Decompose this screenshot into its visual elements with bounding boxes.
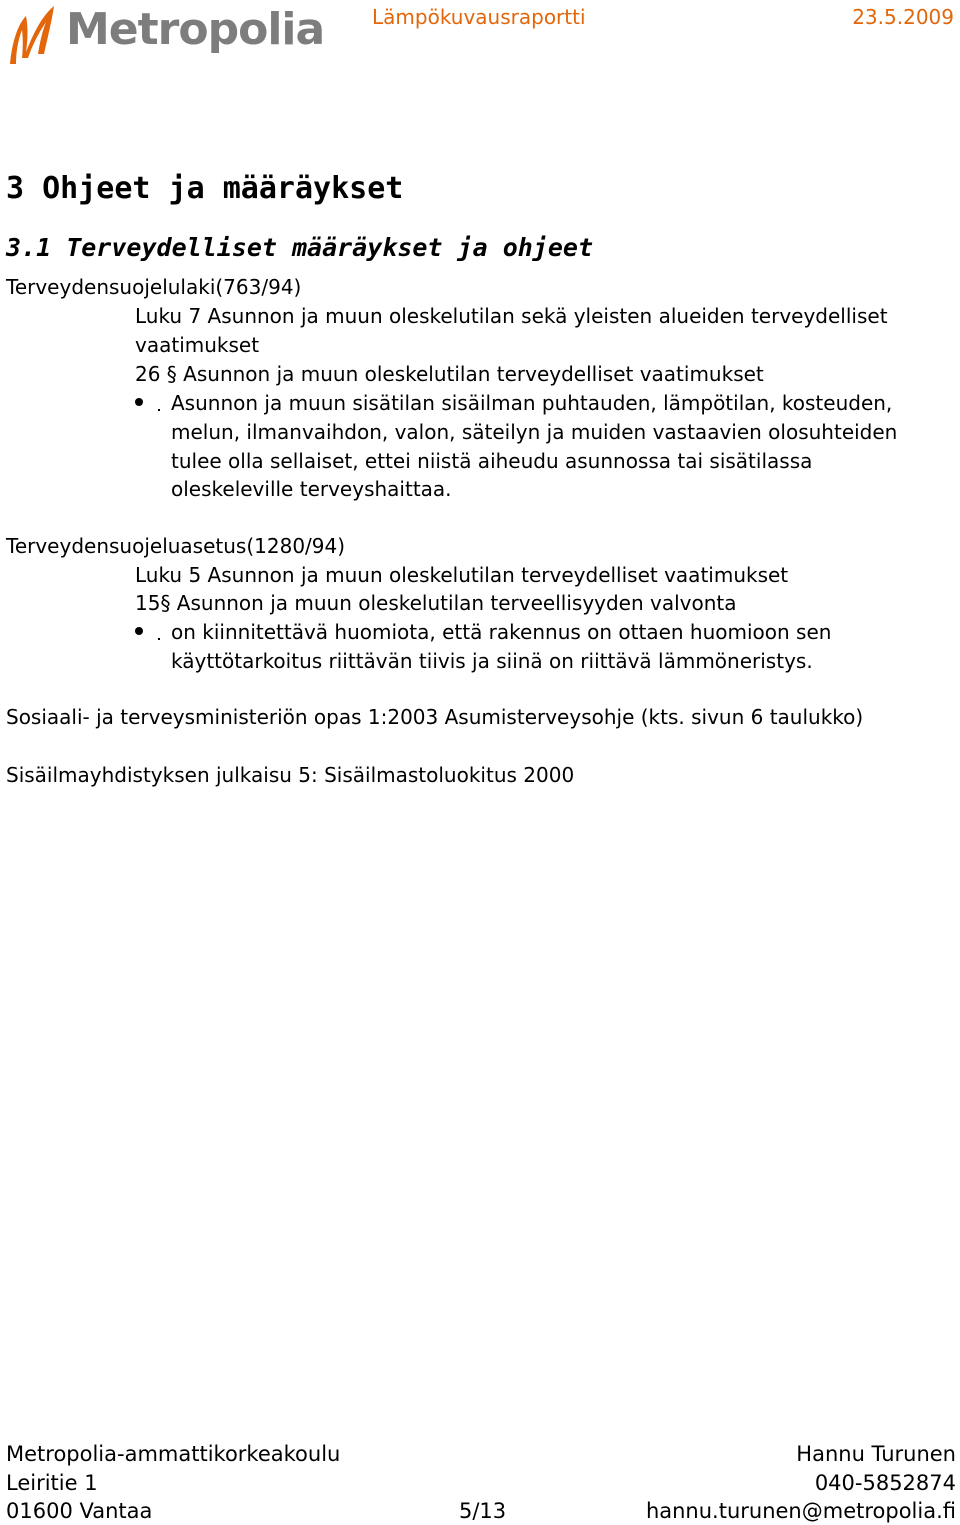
report-date: 23.5.2009 — [852, 5, 954, 29]
decree-chapter: Luku 5 Asunnon ja muun oleskelutilan terveydelliset vaatimukset — [135, 563, 789, 587]
bullet-spacer-dot — [158, 638, 160, 640]
decree-section: 15§ Asunnon ja muun oleskelutilan terveellisyyden valvonta — [135, 591, 737, 615]
footer-city: 01600 Vantaa — [6, 1499, 153, 1523]
bullet-text-line: Asunnon ja muun sisätilan sisäilman puhtauden, lämpötilan, kosteuden, — [171, 391, 893, 415]
logo-mark-icon — [4, 2, 64, 68]
footer-org: Metropolia-ammattikorkeakoulu — [6, 1442, 341, 1466]
section-heading: 3 Ohjeet ja määräykset — [6, 171, 404, 206]
bullet-text-line: on kiinnitettävä huomiota, että rakennus on ottaen huomioon sen — [171, 620, 832, 644]
law-section: 26 § Asunnon ja muun oleskelutilan terveydelliset vaatimukset — [135, 362, 764, 386]
bullet-icon — [135, 627, 143, 635]
bullet-text-line: käyttötarkoitus riittävän tiivis ja siinä on riittävä lämmöneristys. — [171, 649, 813, 673]
report-title: Lämpökuvausraportti — [372, 5, 586, 29]
law-chapter-cont: vaatimukset — [135, 333, 260, 357]
footer-phone: 040-5852874 — [814, 1471, 956, 1495]
law-chapter: Luku 7 Asunnon ja muun oleskelutilan sekä yleisten alueiden terveydelliset — [135, 304, 888, 328]
reference-publication: Sisäilmayhdistyksen julkaisu 5: Sisäilmastoluokitus 2000 — [6, 763, 575, 787]
footer-author: Hannu Turunen — [796, 1442, 956, 1466]
law-title: Terveydensuojelulaki(763/94) — [6, 275, 302, 299]
subsection-heading: 3.1 Terveydelliset määräykset ja ohjeet — [6, 233, 593, 262]
footer-street: Leiritie 1 — [6, 1471, 98, 1495]
footer-email: hannu.turunen@metropolia.fi — [645, 1499, 956, 1523]
decree-title: Terveydensuojeluasetus(1280/94) — [6, 534, 346, 558]
bullet-spacer-dot — [158, 409, 160, 411]
bullet-text-line: melun, ilmanvaihdon, valon, säteilyn ja muiden vastaavien olosuhteiden — [171, 420, 898, 444]
bullet-text-line: tulee olla sellaiset, ettei niistä aiheudu asunnossa tai sisätilassa — [171, 449, 813, 473]
metropolia-logo — [4, 2, 325, 68]
bullet-text-line: oleskeleville terveyshaittaa. — [171, 477, 452, 501]
logo-text: Metropolia — [66, 4, 325, 55]
page-number: 5/13 — [459, 1499, 507, 1523]
bullet-icon — [135, 398, 143, 406]
reference-guide: Sosiaali- ja terveysministeriön opas 1:2003 Asumisterveysohje (kts. sivun 6 taulukko) — [6, 705, 864, 729]
